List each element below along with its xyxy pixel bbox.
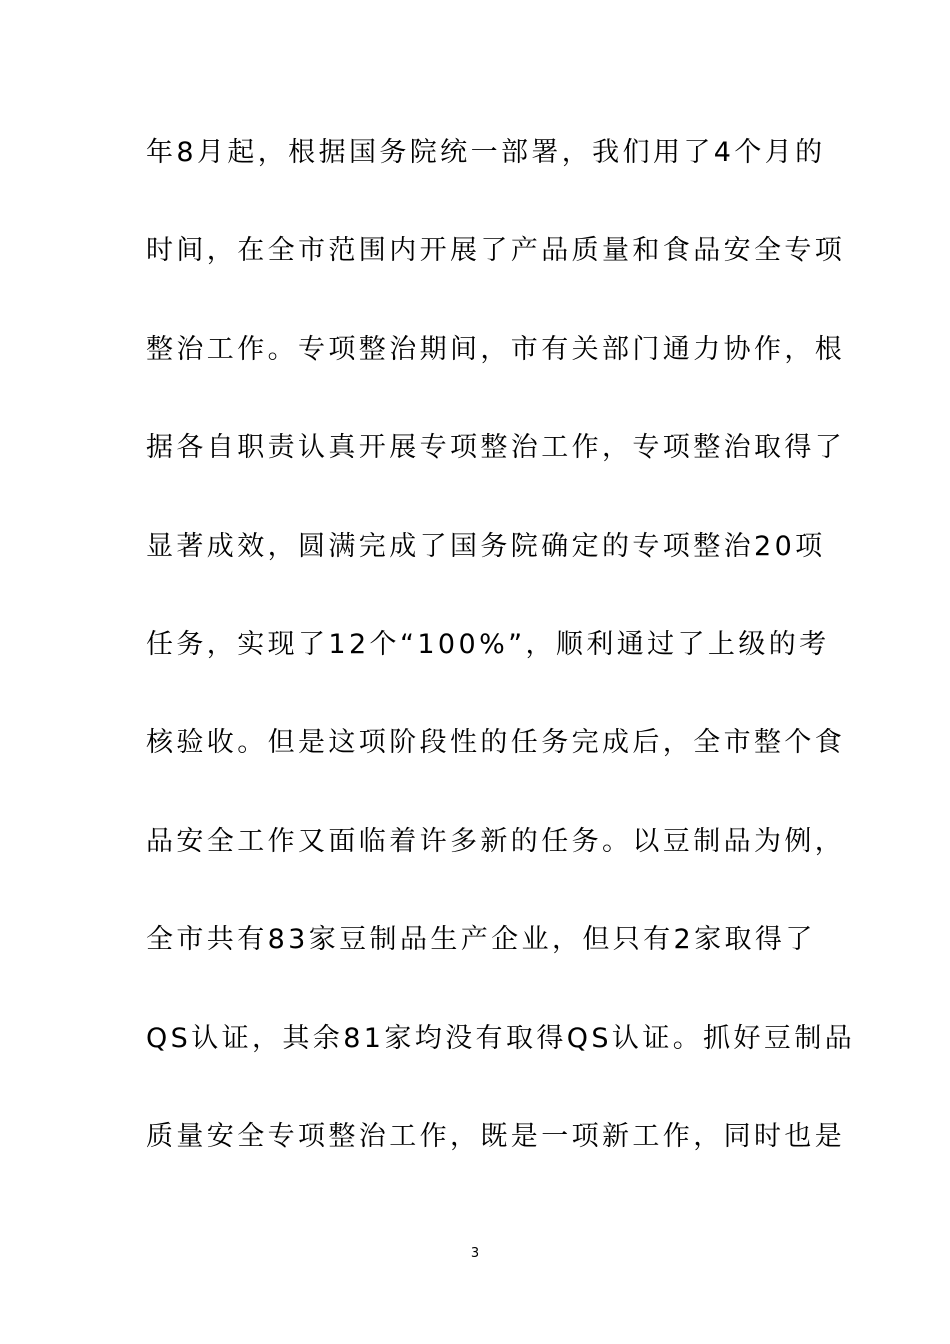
text-line: 显著成效，圆满完成了国务院确定的专项整治20项 bbox=[146, 530, 826, 562]
text-line: 整治工作。专项整治期间，市有关部门通力协作，根 bbox=[146, 333, 846, 365]
text-line: 全市共有83家豆制品生产企业，但只有2家取得了 bbox=[146, 924, 816, 956]
text-line: 时间，在全市范围内开展了产品质量和食品安全专项 bbox=[146, 235, 846, 267]
text-line: 任务，实现了12个“100%”，顺利通过了上级的考 bbox=[146, 628, 830, 660]
text-line: 核验收。但是这项阶段性的任务完成后，全市整个食 bbox=[146, 727, 846, 759]
page-number: 3 bbox=[470, 1246, 480, 1261]
text-line: 品安全工作又面临着许多新的任务。以豆制品为例， bbox=[146, 825, 846, 857]
text-line: 年8月起，根据国务院统一部署，我们用了4个月的 bbox=[146, 137, 826, 168]
text-line: 据各自职责认真开展专项整治工作，专项整治取得了 bbox=[146, 432, 846, 464]
text-line: 质量安全专项整治工作，既是一项新工作，同时也是 bbox=[146, 1120, 846, 1152]
text-line: QS认证，其余81家均没有取得QS认证。抓好豆制品 bbox=[146, 1022, 856, 1054]
body-text bbox=[146, 125, 856, 1207]
